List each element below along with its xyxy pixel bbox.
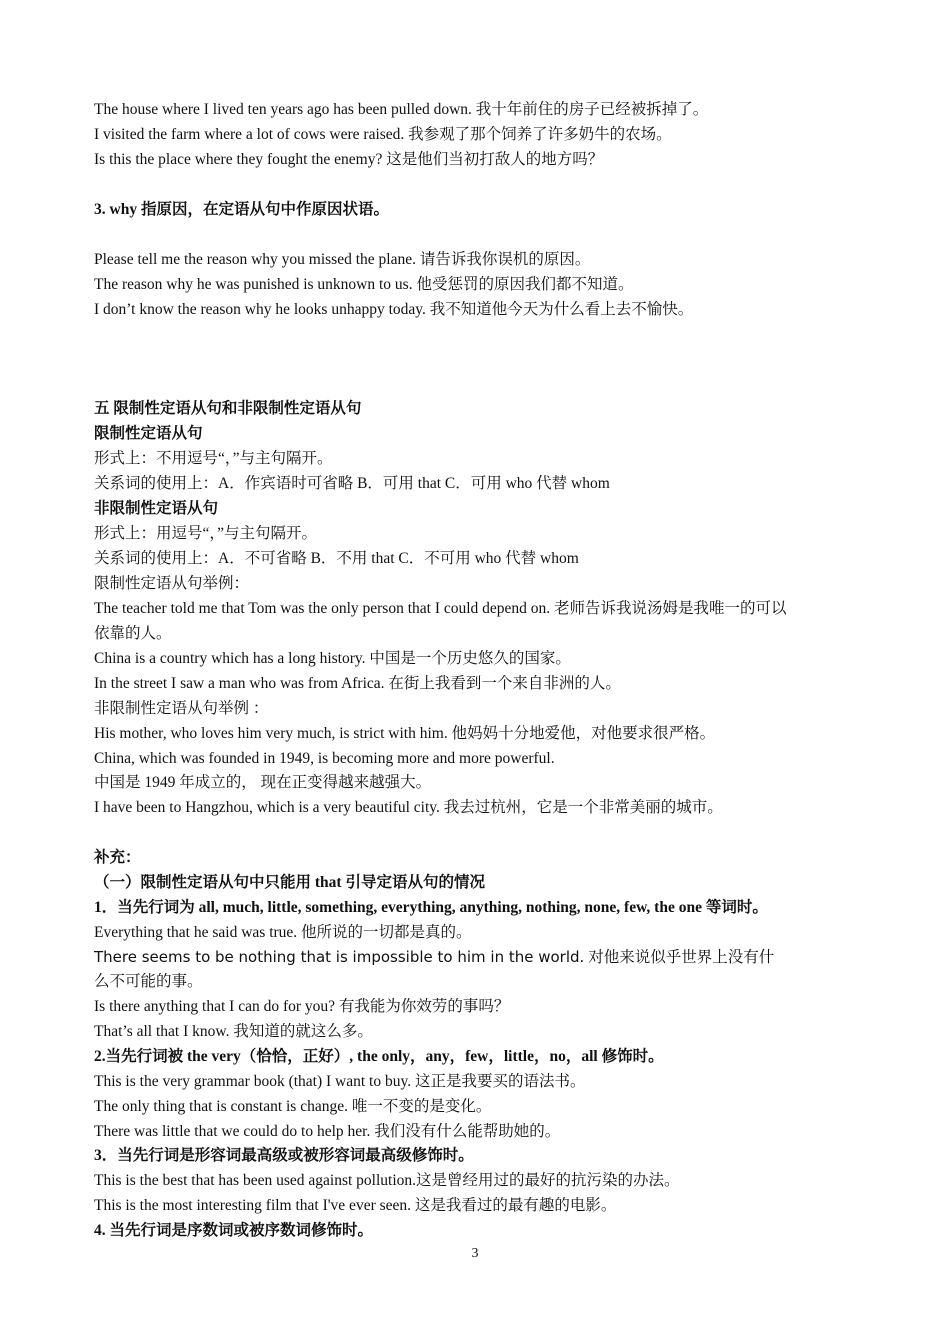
example-sentence: This is the very grammar book (that) I want to buy. 这正是我要买的语法书。 <box>94 1073 586 1090</box>
section-title: 五 限制性定语从句和非限制性定语从句 <box>94 400 362 417</box>
example-translation: 中国是 1949 年成立的， 现在正变得越来越强大。 <box>94 774 432 791</box>
example-sentence: The reason why he was punished is unknown to us. 他受惩罚的原因我们都不知道。 <box>94 276 634 293</box>
case2-heading: 2.当先行词被 the very（恰恰，正好）, the only，any，few，little，no，all 修饰时。 <box>94 1048 664 1065</box>
example-sentence: In the street I saw a man who was from Africa. 在街上我看到一个来自非洲的人。 <box>94 675 621 692</box>
nonrestrictive-usage: 关系词的使用上：A．不可省略 B．不用 that C．不可用 who 代替 whom <box>94 550 579 567</box>
nonrestrictive-heading: 非限制性定语从句 <box>94 500 219 517</box>
example-sentence: Is this the place where they fought the enemy? 这是他们当初打敌人的地方吗？ <box>94 151 604 168</box>
supplement-label: 补充： <box>94 849 141 866</box>
restrictive-usage: 关系词的使用上：A．作宾语时可省略 B．可用 that C．可用 who 代替 whom <box>94 475 610 492</box>
example-sentence: This is the best that has been used against pollution.这是曾经用过的最好的抗污染的办法。 <box>94 1172 680 1189</box>
restrictive-form: 形式上：不用逗号“，”与主句隔开。 <box>94 450 333 467</box>
example-sentence: 依靠的人。 <box>94 625 172 642</box>
case4-heading: 4. 当先行词是序数词或被序数词修饰时。 <box>94 1222 374 1239</box>
nonrestrictive-examples-label: 非限制性定语从句举例 ： <box>94 700 269 717</box>
example-sentence: China is a country which has a long history. 中国是一个历史悠久的国家。 <box>94 650 571 667</box>
example-sentence: Everything that he said was true. 他所说的一切都是真的。 <box>94 924 472 941</box>
example-sentence: His mother, who loves him very much, is strict with him. 他妈妈十分地爱他，对他要求很严格。 <box>94 725 716 742</box>
example-sentence: 么不可能的事。 <box>94 973 203 990</box>
example-sentence: Please tell me the reason why you missed the plane. 请告诉我你误机的原因。 <box>94 251 591 268</box>
restrictive-examples-label: 限制性定语从句举例： <box>94 575 250 592</box>
example-english: There seems to be nothing that is impossible to him in the world. <box>94 948 585 966</box>
example-sentence <box>94 947 864 968</box>
example-sentence: I visited the farm where a lot of cows were raised. 我参观了那个饲养了许多奶牛的农场。 <box>94 126 672 143</box>
why-heading: 3. why 指原因，在定语从句中作原因状语。 <box>94 201 389 218</box>
example-sentence: The teacher told me that Tom was the only person that I could depend on. 老师告诉我说汤姆是我唯一的可以 <box>94 600 787 617</box>
nonrestrictive-form: 形式上：用逗号“，”与主句隔开。 <box>94 525 318 542</box>
page-number: 3 <box>471 1246 479 1261</box>
restrictive-heading: 限制性定语从句 <box>94 425 203 442</box>
example-sentence: The only thing that is constant is change. 唯一不变的是变化。 <box>94 1098 492 1115</box>
example-sentence: Is there anything that I can do for you? 有我能为你效劳的事吗？ <box>94 998 510 1015</box>
example-sentence: The house where I lived ten years ago has been pulled down. 我十年前住的房子已经被拆掉了。 <box>94 101 709 118</box>
example-sentence: China, which was founded in 1949, is becoming more and more powerful. <box>94 750 555 767</box>
example-sentence: This is the most interesting film that I've ever seen. 这是我看过的最有趣的电影。 <box>94 1197 617 1214</box>
case1-heading: 1．当先行词为 all, much, little, something, everything, anything, nothing, none, few, the one 等词时。 <box>94 899 768 916</box>
example-sentence: I have been to Hangzhou, which is a very beautiful city. 我去过杭州，它是一个非常美丽的城市。 <box>94 799 723 816</box>
case3-heading: 3．当先行词是形容词最高级或被形容词最高级修饰时。 <box>94 1147 474 1164</box>
supplement-part1-title: （一）限制性定语从句中只能用 that 引导定语从句的情况 <box>94 874 485 891</box>
example-translation: 对他来说似乎世界上没有什 <box>584 949 775 966</box>
example-sentence: There was little that we could do to help her. 我们没有什么能帮助她的。 <box>94 1123 561 1140</box>
example-sentence: That’s all that I know. 我知道的就这么多。 <box>94 1023 373 1040</box>
example-sentence: I don’t know the reason why he looks unhappy today. 我不知道他今天为什么看上去不愉快。 <box>94 301 694 318</box>
